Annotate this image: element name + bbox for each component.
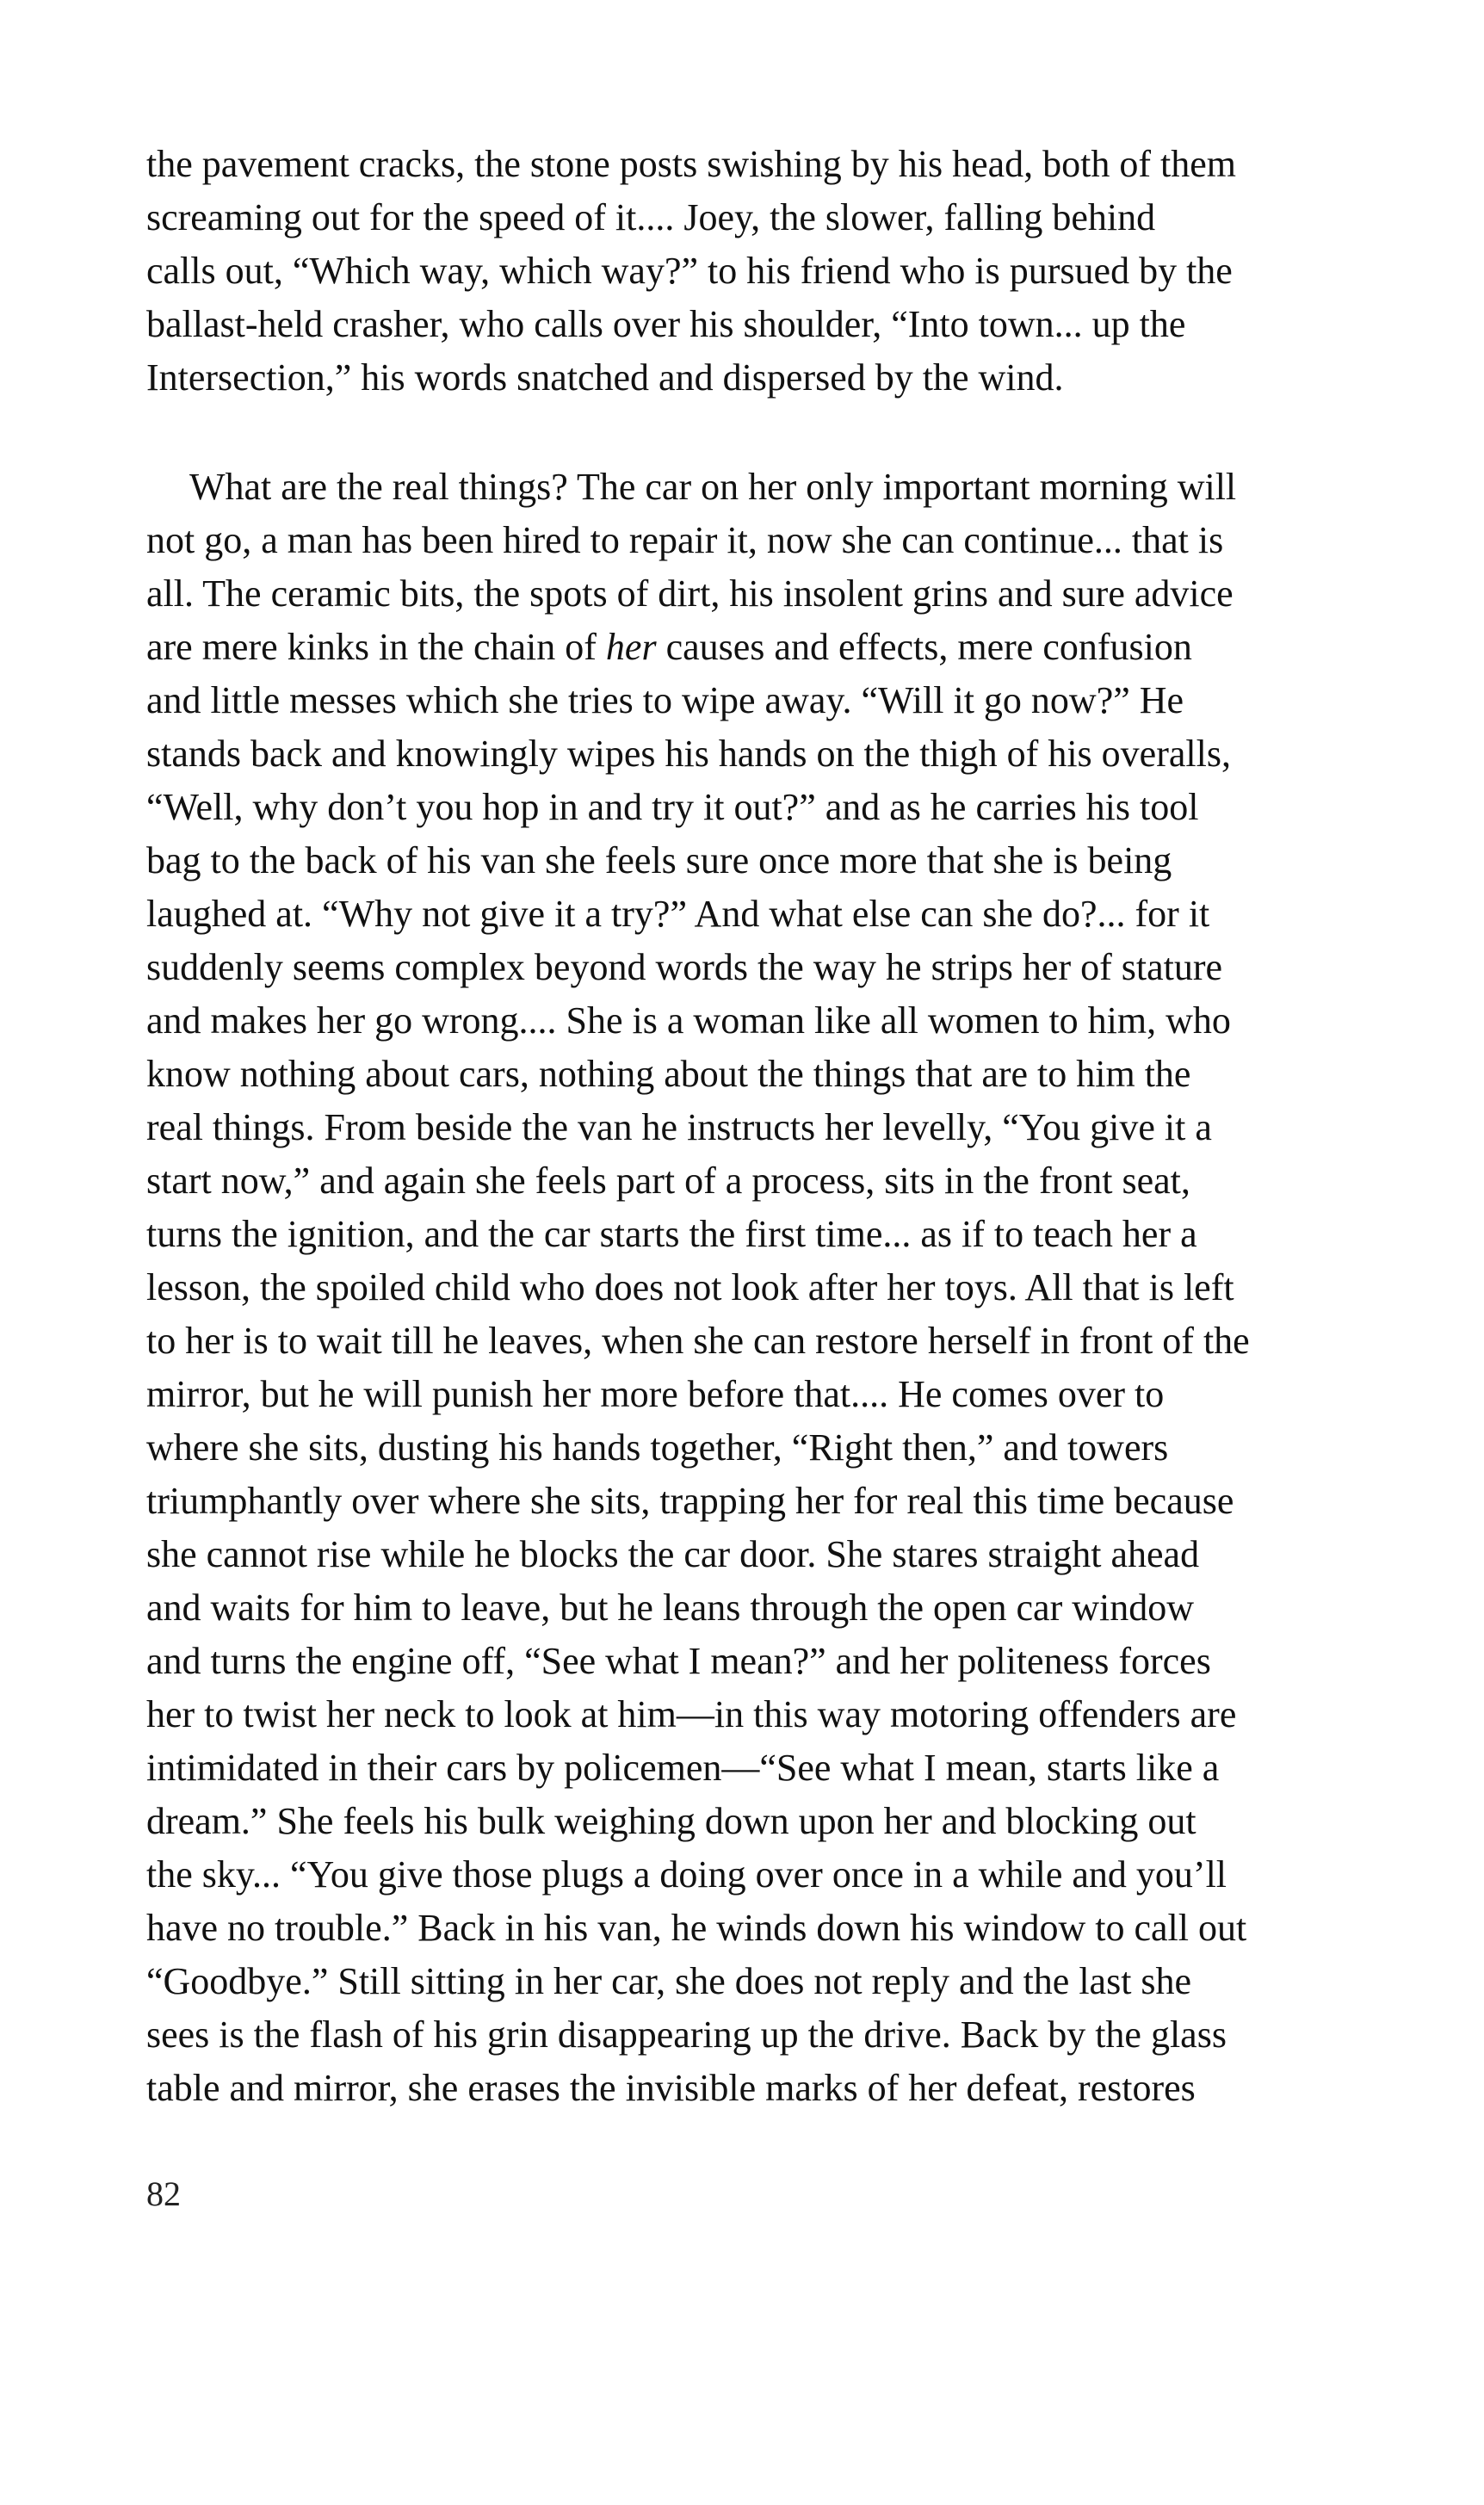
text-line: lesson, the spoiled child who does not look after her toys. All that is left bbox=[146, 1266, 1234, 1308]
text-line: her to twist her neck to look at him—in this way motoring offenders are bbox=[146, 1693, 1237, 1735]
text-line: table and mirror, she erases the invisible marks of her defeat, restores bbox=[146, 2067, 1196, 2109]
text-line: Intersection,” his words snatched and dispersed by the wind. bbox=[146, 356, 1064, 399]
text-line: real things. From beside the van he instructs her levelly, “You give it a bbox=[146, 1106, 1212, 1148]
text-line: and makes her go wrong.... She is a woman like all women to him, who bbox=[146, 999, 1231, 1042]
text-line: and little messes which she tries to wipe away. “Will it go now?” He bbox=[146, 679, 1184, 721]
text-line: know nothing about cars, nothing about the things that are to him the bbox=[146, 1053, 1191, 1095]
paragraph-1 bbox=[146, 138, 1351, 405]
text-line: bag to the back of his van she feels sure once more that she is being bbox=[146, 839, 1172, 881]
text-line: laughed at. “Why not give it a try?” And what else can she do?... for it bbox=[146, 893, 1210, 935]
italic-emphasis: her bbox=[605, 626, 657, 668]
text-line: stands back and knowingly wipes his hands on the thigh of his overalls, bbox=[146, 733, 1231, 775]
text-line: dream.” She feels his bulk weighing down upon her and blocking out bbox=[146, 1800, 1196, 1842]
text-line: she cannot rise while he blocks the car door. She stares straight ahead bbox=[146, 1533, 1200, 1575]
text-line: have no trouble.” Back in his van, he winds down his window to call out bbox=[146, 1907, 1247, 1949]
text-line: suddenly seems complex beyond words the way he strips her of stature bbox=[146, 946, 1223, 988]
text-line: to her is to wait till he leaves, when she can restore herself in front of the bbox=[146, 1320, 1250, 1362]
text-line-with-italic: are mere kinks in the chain of her causes and effects, mere confusion bbox=[146, 626, 1192, 668]
text-line: calls out, “Which way, which way?” to his friend who is pursued by the bbox=[146, 250, 1233, 292]
text-line: all. The ceramic bits, the spots of dirt, his insolent grins and sure advice bbox=[146, 572, 1234, 615]
paragraph-2 bbox=[146, 461, 1351, 2115]
text-line: intimidated in their cars by policemen—“See what I mean, starts like a bbox=[146, 1747, 1220, 1789]
text-line: where she sits, dusting his hands together, “Right then,” and towers bbox=[146, 1426, 1169, 1469]
page-number: 82 bbox=[146, 2174, 181, 2213]
text-line: “Well, why don’t you hop in and try it out?” and as he carries his tool bbox=[146, 786, 1199, 828]
text-line: mirror, but he will punish her more before that.... He comes over to bbox=[146, 1373, 1165, 1415]
text-line: start now,” and again she feels part of a process, sits in the front seat, bbox=[146, 1160, 1190, 1202]
text-line: ballast-held crasher, who calls over his shoulder, “Into town... up the bbox=[146, 303, 1186, 345]
text-line: triumphantly over where she sits, trapping her for real this time because bbox=[146, 1480, 1234, 1522]
text-line: screaming out for the speed of it.... Joey, the slower, falling behind bbox=[146, 196, 1156, 238]
text-line: the pavement cracks, the stone posts swishing by his head, both of them bbox=[146, 143, 1236, 185]
text-line: and turns the engine off, “See what I mean?” and her politeness forces bbox=[146, 1640, 1211, 1682]
text-line: sees is the flash of his grin disappearing up the drive. Back by the glass bbox=[146, 2013, 1227, 2056]
text-line: “Goodbye.” Still sitting in her car, she does not reply and the last she bbox=[146, 1960, 1192, 2002]
text-line: What are the real things? The car on her only important morning will bbox=[189, 466, 1237, 508]
text-line: the sky... “You give those plugs a doing over once in a while and you’ll bbox=[146, 1853, 1227, 1896]
text-line: not go, a man has been hired to repair it, now she can continue... that is bbox=[146, 519, 1224, 561]
text-line: turns the ignition, and the car starts the first time... as if to teach her a bbox=[146, 1213, 1197, 1255]
text-line: and waits for him to leave, but he leans through the open car window bbox=[146, 1586, 1195, 1629]
